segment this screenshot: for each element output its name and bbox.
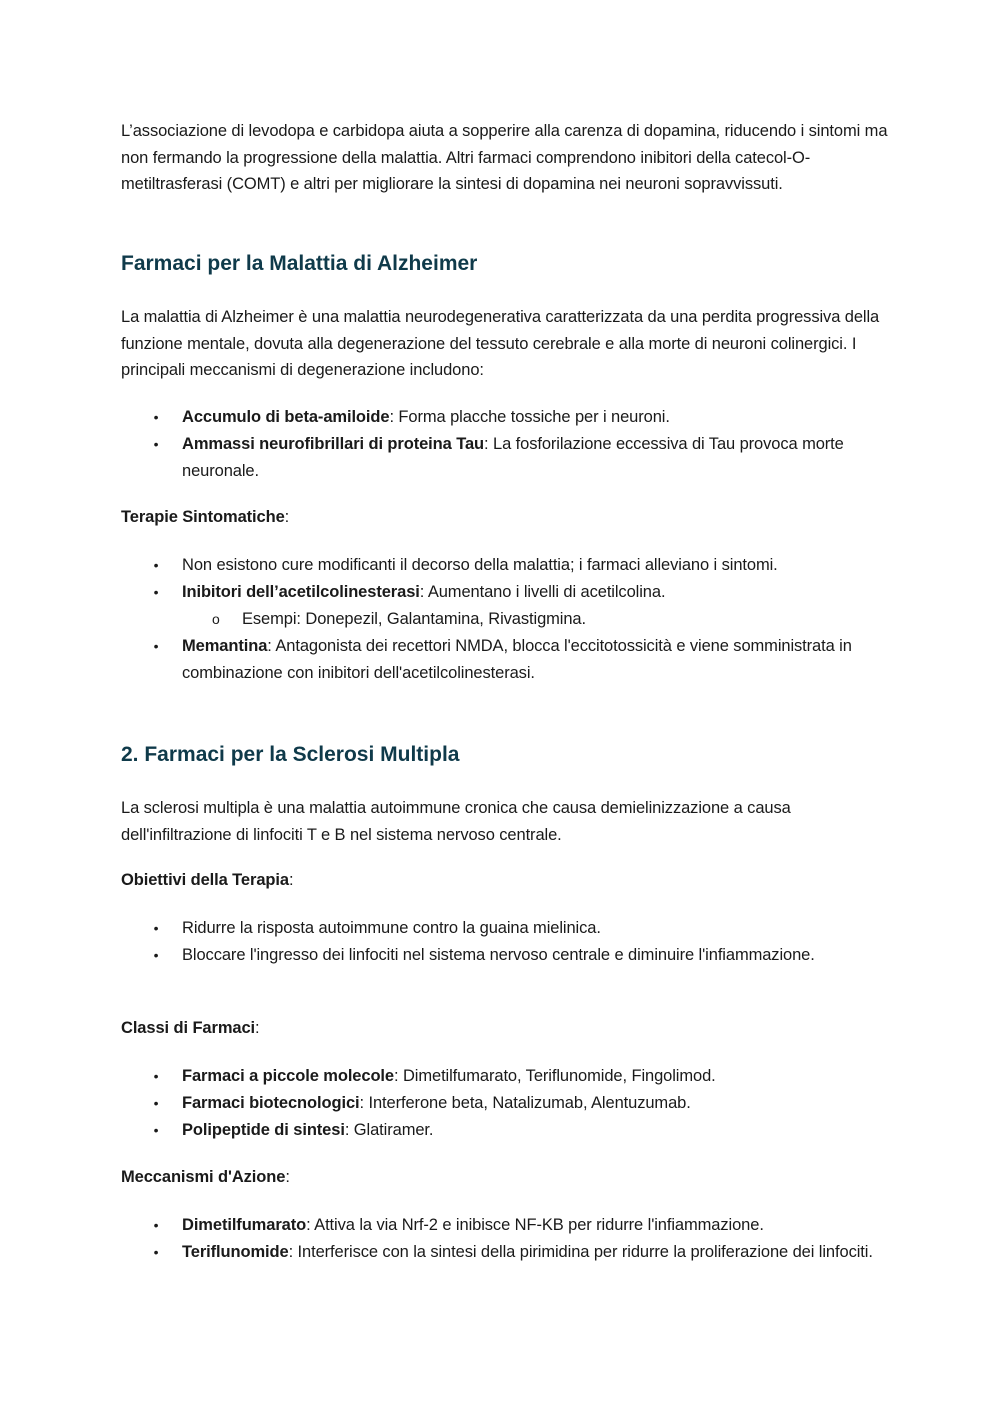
therapies-label-block — [121, 504, 891, 531]
description: : Antagonista dei recettori NMDA, blocca l'eccitotossicità e viene somministrata in combinazione con inibitori dell'acetilcolinesterasi. — [182, 637, 852, 682]
term: Dimetilfumarato — [182, 1216, 307, 1234]
description: Ridurre la risposta autoimmune contro la guaina mielinica. — [182, 919, 601, 937]
sclerosi-mechanisms-block — [121, 1212, 891, 1266]
bullet-icon: • — [153, 638, 159, 654]
list-item — [121, 1117, 891, 1144]
goals-label-block — [121, 867, 891, 894]
bullet-icon: • — [153, 409, 159, 425]
sclerosi-intro-block — [121, 795, 891, 848]
intro-paragraph-block — [121, 118, 891, 198]
bullet-icon: • — [153, 436, 159, 452]
term: Teriflunomide — [182, 1243, 289, 1261]
alzheimer-mechanisms-block — [121, 404, 891, 485]
description: : Glatiramer. — [344, 1121, 434, 1139]
term: Memantina — [182, 637, 268, 655]
sub-bullet-icon: o — [212, 611, 220, 627]
list-item — [121, 1212, 891, 1239]
list-item — [121, 1239, 891, 1266]
term: Farmaci a piccole molecole — [182, 1067, 394, 1085]
list-item — [121, 942, 891, 969]
term: Farmaci biotecnologici — [182, 1094, 360, 1112]
goals-label: Obiettivi della Terapia — [121, 871, 289, 889]
description: Non esistono cure modificanti il decorso della malattia; i farmaci alleviano i sintomi. — [182, 556, 778, 574]
classes-label-line — [121, 1015, 891, 1042]
description: : Forma placche tossiche per i neuroni. — [389, 408, 670, 426]
sclerosi-section-header — [121, 741, 891, 769]
list-item — [121, 1063, 891, 1090]
description: : Dimetilfumarato, Teriflunomide, Fingolimod. — [394, 1067, 716, 1085]
bullet-icon: • — [153, 920, 159, 936]
sclerosi-intro: La sclerosi multipla è una malattia autoimmune cronica che causa demielinizzazione a causa dell'infiltrazione di linfociti T e B nel sistema nervoso centrale. — [121, 799, 791, 844]
alzheimer-intro: La malattia di Alzheimer è una malattia neurodegenerativa caratterizzata da una perdita progressiva della funzione mentale, dovuta alla degenerazione del tessuto cerebrale e alla morte di neuroni colinergici. I principali meccanismi di degenerazione includono: — [121, 308, 880, 379]
label-colon: : — [255, 1019, 260, 1037]
list-item — [121, 552, 891, 579]
classes-label-block — [121, 1015, 891, 1042]
list-item — [121, 633, 891, 687]
therapies-label-line — [121, 504, 891, 531]
therapies-label: Terapie Sintomatiche — [121, 508, 285, 526]
list-item — [121, 579, 891, 633]
description: : Interferisce con la sintesi della pirimidina per ridurre la proliferazione dei linfociti. — [288, 1243, 873, 1261]
alzheimer-heading: Farmaci per la Malattia di Alzheimer — [121, 252, 478, 275]
bullet-icon: • — [153, 1068, 159, 1084]
term: Ammassi neurofibrillari di proteina Tau — [182, 435, 485, 453]
bullet-icon: • — [153, 584, 159, 600]
alzheimer-section-header — [121, 250, 891, 278]
term: Inibitori dell’acetilcolinesterasi — [182, 583, 420, 601]
bullet-icon: • — [153, 1244, 159, 1260]
alzheimer-mechanisms-list — [121, 404, 891, 485]
bullet-icon: • — [153, 1095, 159, 1111]
list-item — [121, 431, 891, 485]
therapies-block — [121, 552, 891, 687]
description: : Aumentano i livelli di acetilcolina. — [419, 583, 666, 601]
sclerosi-mechanisms-list — [121, 1212, 891, 1266]
label-colon: : — [285, 1168, 290, 1186]
description: : Attiva la via Nrf-2 e inibisce NF-KB per ridurre l'infiammazione. — [306, 1216, 764, 1234]
list-item — [121, 404, 891, 431]
description: Bloccare l'ingresso dei linfociti nel sistema nervoso centrale e diminuire l'infiammazione. — [182, 946, 815, 964]
bullet-icon: • — [153, 557, 159, 573]
classes-list — [121, 1063, 891, 1144]
goals-list — [121, 915, 891, 969]
term: Accumulo di beta-amiloide — [182, 408, 390, 426]
mechanisms-label: Meccanismi d'Azione — [121, 1168, 286, 1186]
term: Polipeptide di sintesi — [182, 1121, 345, 1139]
intro-paragraph: L’associazione di levodopa e carbidopa aiuta a sopperire alla carenza di dopamina, riducendo i sintomi ma non fermando la progressione della malattia. Altri farmaci comprendono inibitori della catecol-O-metiltrasferasi (COMT) e altri per migliorare la sintesi di dopamina nei neuroni sopravvissuti. — [121, 122, 888, 193]
label-colon: : — [284, 508, 290, 526]
list-item — [121, 915, 891, 942]
mechanisms-label-line — [121, 1164, 891, 1191]
description: : Interferone beta, Natalizumab, Alentuzumab. — [359, 1094, 691, 1112]
classes-block — [121, 1063, 891, 1144]
bullet-icon: • — [153, 1122, 159, 1138]
description: : La fosforilazione eccessiva di Tau provoca morte neuronale. — [182, 435, 844, 480]
goals-label-line — [121, 867, 891, 894]
alzheimer-intro-block — [121, 304, 891, 384]
bullet-icon: • — [153, 947, 159, 963]
label-colon: : — [288, 871, 294, 889]
goals-block — [121, 915, 891, 969]
mechanisms-label-block — [121, 1164, 891, 1191]
therapies-list — [121, 552, 891, 687]
sub-list — [121, 606, 891, 633]
sub-list-item — [182, 606, 891, 633]
classes-label: Classi di Farmaci — [121, 1019, 256, 1037]
description: Esempi: Donepezil, Galantamina, Rivastigmina. — [242, 610, 586, 628]
sclerosi-heading: 2. Farmaci per la Sclerosi Multipla — [121, 743, 460, 766]
bullet-icon: • — [153, 1217, 159, 1233]
list-item — [121, 1090, 891, 1117]
